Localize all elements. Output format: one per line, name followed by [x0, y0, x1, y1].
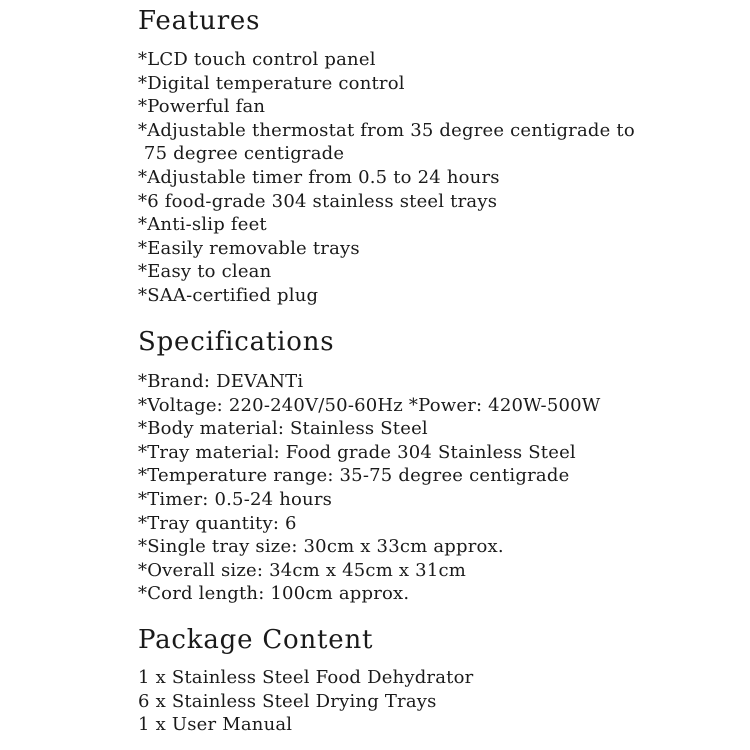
package-content-list: [138, 666, 473, 737]
list-item: 1 x Stainless Steel Food Dehydrator: [138, 667, 474, 688]
list-item: *SAA-certified plug: [138, 284, 319, 306]
list-item: *Powerful fan: [138, 96, 266, 118]
list-item: *Adjustable thermostat from 35 degree centigrade to: [138, 119, 635, 141]
list-item: *Single tray size: 30cm x 33cm approx.: [138, 536, 504, 558]
list-item: 1 x User Manual: [138, 714, 293, 736]
list-item: *Temperature range: 35-75 degree centigrade: [138, 465, 570, 487]
list-item: *Timer: 0.5-24 hours: [138, 488, 333, 510]
list-item: 75 degree centigrade: [138, 143, 345, 165]
list-item: *Voltage: 220-240V/50-60Hz *Power: 420W-500W: [138, 394, 601, 416]
list-item: *Anti-slip feet: [138, 214, 267, 236]
list-item: *LCD touch control panel: [138, 49, 376, 70]
list-item: *Tray quantity: 6: [138, 512, 297, 534]
list-item: *Overall size: 34cm x 45cm x 31cm: [138, 559, 467, 581]
features-list: [138, 48, 635, 308]
list-item: *Body material: Stainless Steel: [138, 418, 428, 440]
specifications-list: [138, 370, 600, 606]
list-item: 6 x Stainless Steel Drying Trays: [138, 690, 437, 712]
list-item: *Brand: DEVANTi: [138, 371, 304, 392]
list-item: *Easy to clean: [138, 261, 272, 283]
list-item: *Easily removable trays: [138, 237, 360, 259]
features-heading: Features: [138, 6, 261, 36]
list-item: *Tray material: Food grade 304 Stainless Steel: [138, 441, 576, 463]
package-content-heading: Package Content: [138, 625, 374, 655]
list-item: *6 food-grade 304 stainless steel trays: [138, 190, 498, 212]
list-item: *Cord length: 100cm approx.: [138, 583, 410, 605]
list-item: *Adjustable timer from 0.5 to 24 hours: [138, 166, 500, 188]
specifications-heading: Specifications: [138, 327, 335, 357]
list-item: *Digital temperature control: [138, 72, 405, 94]
